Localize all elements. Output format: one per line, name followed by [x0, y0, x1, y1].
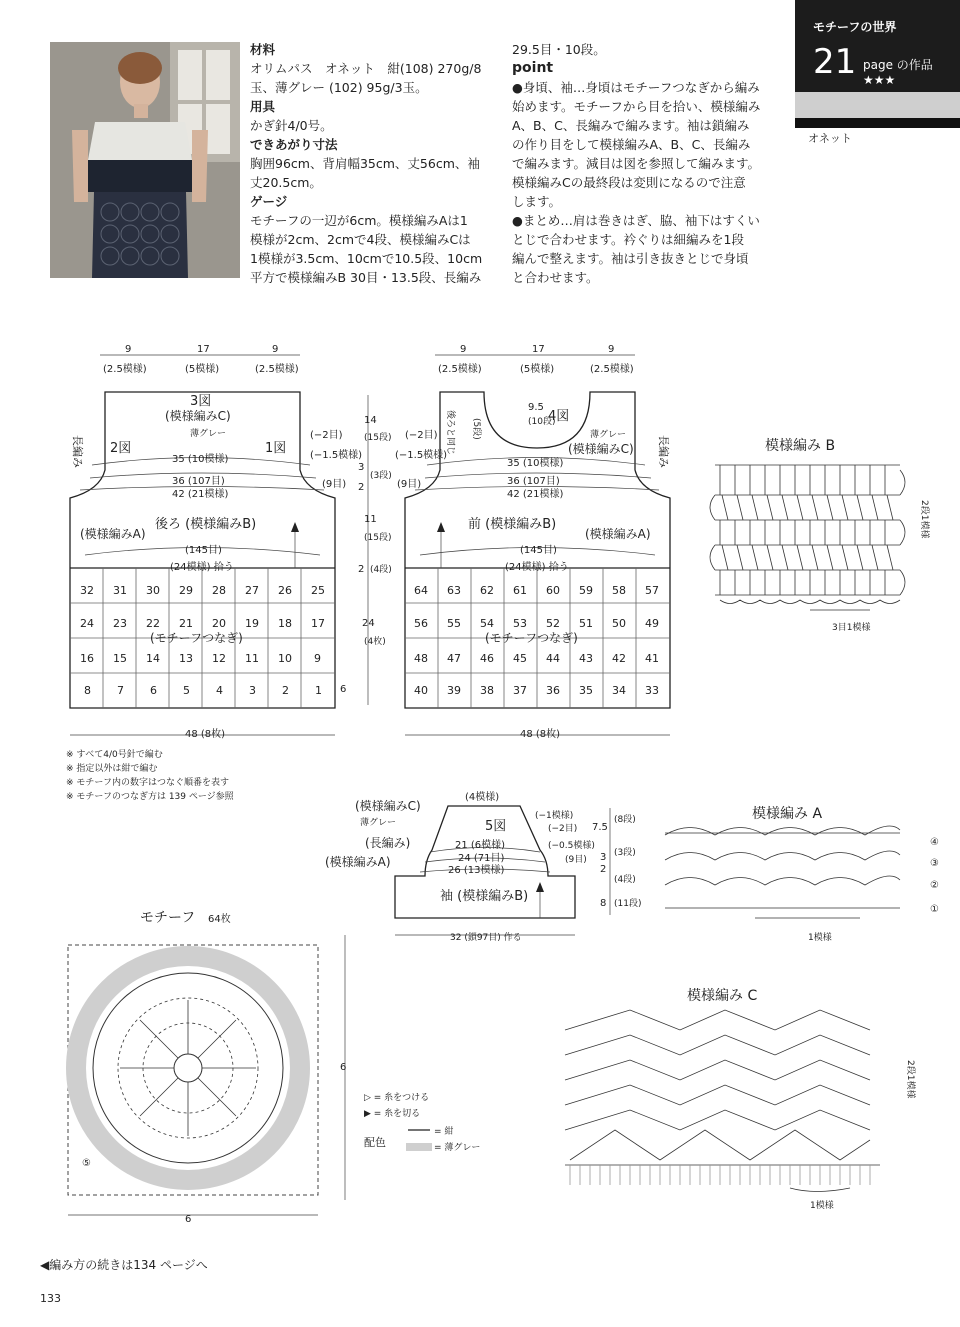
back-long: 長編み	[71, 435, 84, 468]
svg-text:(4模様): (4模様)	[465, 792, 500, 803]
svg-text:2: 2	[282, 684, 289, 697]
page-number: 133	[40, 1292, 61, 1305]
svg-text:(15段): (15段)	[364, 433, 392, 443]
svg-text:5: 5	[183, 684, 190, 697]
back-pattern-a: (模様編みA)	[80, 527, 146, 541]
svg-text:17: 17	[311, 617, 325, 630]
svg-text:⑤: ⑤	[82, 1158, 91, 1169]
point-line: 模様編みCの最終段は変則になるので注意	[512, 175, 746, 190]
svg-text:模様編み B: 模様編み B	[765, 438, 836, 454]
back-dim-sub: (5模様)	[185, 364, 220, 375]
back-pattern-c: (模様編みC)	[165, 409, 231, 423]
svg-text:③: ③	[930, 858, 939, 869]
svg-text:4: 4	[216, 684, 223, 697]
svg-text:24 (71目): 24 (71目)	[458, 853, 505, 864]
svg-text:28: 28	[212, 584, 226, 597]
svg-text:46: 46	[480, 652, 494, 665]
point-line: と合わせます。	[512, 270, 599, 285]
series-title: モチーフの世界	[813, 20, 897, 34]
front-title: 前 (模様編みB)	[468, 517, 557, 532]
front-dim-sub: (2.5模様)	[590, 364, 634, 375]
svg-text:61: 61	[513, 584, 527, 597]
svg-text:= 紺: = 紺	[434, 1127, 454, 1137]
gauge-line: 平方で模様編みB 30目・13.5段、長編み	[250, 270, 482, 285]
svg-text:60: 60	[546, 584, 560, 597]
point-line: ●身頃、袖…身頃はモチーフつなぎから編み	[512, 80, 760, 95]
svg-text:模様編み C: 模様編み C	[687, 988, 758, 1004]
svg-text:6: 6	[340, 1062, 347, 1073]
sleeve-labels	[325, 790, 641, 943]
back-minus2: (−2目)	[310, 430, 343, 441]
svg-text:53: 53	[513, 617, 527, 630]
back-dim-sub: (2.5模様)	[255, 364, 299, 375]
svg-text:29: 29	[179, 584, 193, 597]
front-neck-95: 9.5	[528, 402, 544, 413]
point-heading: point	[512, 60, 554, 76]
svg-text:= 薄グレー: = 薄グレー	[434, 1143, 481, 1153]
svg-text:49: 49	[645, 617, 659, 630]
svg-text:64: 64	[414, 584, 428, 597]
svg-text:16: 16	[80, 652, 94, 665]
front-dim-sub: (5模様)	[520, 364, 555, 375]
note-line: ※ すべて4/0号針で編む	[66, 750, 163, 760]
svg-text:7: 7	[117, 684, 124, 697]
svg-text:45: 45	[513, 652, 527, 665]
svg-text:23: 23	[113, 617, 127, 630]
side-dimensions	[358, 415, 392, 647]
svg-text:7.5: 7.5	[592, 822, 608, 833]
svg-text:(−0.5模様): (−0.5模様)	[548, 841, 595, 851]
svg-text:33: 33	[645, 684, 659, 697]
point-line: で編みます。減目は図を参照して編みます。	[512, 156, 761, 171]
svg-text:(4枚): (4枚)	[364, 637, 386, 647]
svg-text:2: 2	[358, 482, 365, 493]
svg-text:(−2目): (−2目)	[548, 824, 578, 834]
gauge-heading: ゲージ	[250, 194, 288, 209]
svg-text:24: 24	[80, 617, 94, 630]
back-fig3: 3図	[190, 394, 212, 409]
front-minus15: (−1.5模様)	[395, 450, 448, 461]
svg-text:59: 59	[579, 584, 593, 597]
svg-text:14: 14	[146, 652, 160, 665]
svg-text:3: 3	[358, 462, 365, 473]
svg-text:5図: 5図	[485, 819, 507, 834]
svg-text:10: 10	[278, 652, 292, 665]
front-fig4: 4図	[548, 409, 570, 424]
front-minus2: (−2目)	[405, 430, 438, 441]
svg-text:11: 11	[364, 514, 377, 525]
svg-text:袖 (模様編みB): 袖 (模様編みB)	[440, 889, 529, 904]
tools-heading: 用具	[250, 99, 276, 114]
gauge-line: 1模様が3.5cm、10cmで10.5段、10cm	[250, 251, 483, 266]
gauge-line: モチーフの一辺が6cm。模様編みAは1	[250, 213, 468, 228]
front-r35: 35 (10模様)	[507, 458, 564, 469]
back-gray: 薄グレー	[190, 429, 227, 439]
svg-text:(3段): (3段)	[370, 471, 392, 481]
front-gray: 薄グレー	[590, 430, 627, 440]
front-dim-left: 9	[460, 344, 467, 355]
svg-text:39: 39	[447, 684, 461, 697]
front-dim-sub: (2.5模様)	[438, 364, 482, 375]
gauge-line: 模様が2cm、2cmで4段、模様編みCは	[250, 232, 471, 247]
svg-text:30: 30	[146, 584, 160, 597]
yarn-name: オネット	[808, 132, 852, 145]
svg-text:56: 56	[414, 617, 428, 630]
svg-text:48: 48	[414, 652, 428, 665]
svg-text:6: 6	[185, 1214, 192, 1225]
svg-text:②: ②	[930, 880, 939, 891]
back-r36: 36 (107目)	[172, 476, 225, 487]
back-minus15: (−1.5模様)	[310, 450, 363, 461]
svg-text:57: 57	[645, 584, 659, 597]
page-label: page の作品 ★★★	[863, 58, 933, 87]
svg-text:41: 41	[645, 652, 659, 665]
svg-text:薄グレー: 薄グレー	[360, 818, 397, 828]
svg-text:8: 8	[600, 898, 607, 909]
svg-text:31: 31	[113, 584, 127, 597]
pattern-c-chart	[565, 1010, 880, 1192]
front-neck-same: 後ろと同じ	[445, 410, 455, 456]
svg-text:14: 14	[364, 415, 377, 426]
notes-block	[66, 748, 234, 804]
svg-text:55: 55	[447, 617, 461, 630]
svg-text:43: 43	[579, 652, 593, 665]
svg-text:50: 50	[612, 617, 626, 630]
svg-text:54: 54	[480, 617, 494, 630]
back-r145: (145目)	[185, 545, 222, 556]
svg-text:38: 38	[480, 684, 494, 697]
front-r36: 36 (107目)	[507, 476, 560, 487]
front-long: 長編み	[657, 435, 670, 468]
size-line: 丈20.5cm。	[250, 175, 322, 190]
point-line: A、B、C、長編みで編みます。袖は鎖編み	[512, 118, 750, 133]
front-minus9: (9目)	[397, 479, 422, 490]
svg-text:19: 19	[245, 617, 259, 630]
svg-text:34: 34	[612, 684, 626, 697]
back-dim-center: 17	[197, 344, 210, 355]
svg-text:27: 27	[245, 584, 259, 597]
svg-text:26: 26	[278, 584, 292, 597]
pattern-b-chart	[710, 465, 905, 610]
svg-text:(4段): (4段)	[614, 875, 636, 885]
back-six: 6	[340, 684, 347, 695]
back-fig1: 1図	[265, 441, 287, 456]
point-line: ●まとめ…肩は巻きはぎ、脇、袖下はすくい	[512, 213, 760, 228]
svg-text:22: 22	[146, 617, 160, 630]
svg-text:26 (13模様): 26 (13模様)	[448, 865, 505, 876]
front-motif-label: (モチーフつなぎ)	[485, 631, 578, 645]
svg-text:64枚: 64枚	[208, 914, 231, 925]
svg-text:44: 44	[546, 652, 560, 665]
point-line: とじで合わせます。衿ぐりは細編みを1段	[512, 232, 744, 247]
pattern-a-chart	[665, 826, 900, 918]
svg-text:32 (鎖97目) 作る: 32 (鎖97目) 作る	[450, 933, 522, 943]
gauge-line: 29.5目・10段。	[512, 42, 606, 57]
front-pattern-c: (模様編みC)	[568, 442, 634, 456]
svg-text:36: 36	[546, 684, 560, 697]
svg-text:6: 6	[150, 684, 157, 697]
svg-text:58: 58	[612, 584, 626, 597]
back-r35: 35 (10模様)	[172, 454, 229, 465]
note-line: ※ モチーフ内の数字はつなぐ順番を表す	[66, 778, 229, 788]
svg-text:(8段): (8段)	[614, 815, 636, 825]
front-dim-center: 17	[532, 344, 545, 355]
svg-text:2段1模様: 2段1模様	[919, 500, 929, 539]
point-line: 始めます。モチーフから目を拾い、模様編み	[512, 99, 761, 114]
materials-line: オリムパス オネット 紺(108) 270g/8	[250, 61, 482, 76]
back-dim-left: 9	[125, 344, 132, 355]
svg-text:18: 18	[278, 617, 292, 630]
svg-text:3目1模様: 3目1模様	[832, 623, 871, 633]
svg-text:25: 25	[311, 584, 325, 597]
front-r24: (24模様) 拾う	[505, 562, 569, 573]
svg-text:(−1模様): (−1模様)	[535, 811, 574, 821]
svg-text:モチーフ: モチーフ	[140, 910, 196, 926]
svg-text:40: 40	[414, 684, 428, 697]
back-r42: 42 (21模様)	[172, 489, 229, 500]
back-width: 48 (8枚)	[185, 729, 226, 740]
svg-text:▷ = 糸をつける: ▷ = 糸をつける	[364, 1093, 430, 1103]
front-dim-right: 9	[608, 344, 615, 355]
back-r24: (24模様) 拾う	[170, 562, 234, 573]
svg-text:11: 11	[245, 652, 259, 665]
svg-text:21: 21	[179, 617, 193, 630]
svg-text:3: 3	[249, 684, 256, 697]
note-line: ※ モチーフのつなぎ方は 139 ページ参照	[66, 792, 234, 802]
materials-line: 玉、薄グレー (102) 95g/3玉。	[250, 80, 428, 95]
svg-text:(模様編みA): (模様編みA)	[325, 855, 391, 869]
svg-text:④: ④	[930, 837, 939, 848]
svg-text:47: 47	[447, 652, 461, 665]
front-r145: (145目)	[520, 545, 557, 556]
svg-text:配色: 配色	[364, 1136, 386, 1149]
point-line: の作り目をして模様編みA、B、C、長編み	[512, 137, 751, 152]
svg-text:3: 3	[600, 852, 607, 863]
svg-text:21 (6模様): 21 (6模様)	[455, 840, 506, 851]
svg-text:1: 1	[315, 684, 322, 697]
svg-text:2: 2	[600, 864, 607, 875]
front-width: 48 (8枚)	[520, 729, 561, 740]
svg-text:24: 24	[362, 618, 375, 629]
svg-text:8: 8	[84, 684, 91, 697]
point-line: します。	[512, 194, 562, 209]
front-r42: 42 (21模様)	[507, 489, 564, 500]
svg-text:52: 52	[546, 617, 560, 630]
materials-heading: 材料	[250, 42, 276, 57]
svg-text:35: 35	[579, 684, 593, 697]
tools-line: かぎ針4/0号。	[250, 118, 333, 133]
svg-text:62: 62	[480, 584, 494, 597]
svg-text:1模様: 1模様	[808, 933, 832, 943]
svg-text:9: 9	[314, 652, 321, 665]
pattern-b-stitches	[720, 465, 893, 595]
point-line: 編んで整えます。袖は引き抜きとじで身頃	[512, 251, 749, 266]
motif-chart	[68, 935, 345, 1215]
svg-text:(15段): (15段)	[364, 533, 392, 543]
svg-text:(長編み): (長編み)	[365, 836, 411, 850]
svg-text:①: ①	[930, 904, 939, 915]
svg-text:▶ = 糸を切る: ▶ = 糸を切る	[364, 1109, 421, 1119]
back-dim-sub: (2.5模様)	[103, 364, 147, 375]
svg-text:(11段): (11段)	[614, 899, 642, 909]
svg-text:2段1模様: 2段1模様	[905, 1060, 915, 1099]
svg-text:(3段): (3段)	[614, 848, 636, 858]
svg-text:42: 42	[612, 652, 626, 665]
continued-link[interactable]: ◀編み方の続きは134 ページへ	[40, 1258, 208, 1272]
svg-text:32: 32	[80, 584, 94, 597]
svg-text:1模様: 1模様	[810, 1201, 834, 1211]
svg-text:63: 63	[447, 584, 461, 597]
back-title: 後ろ (模様編みB)	[155, 517, 257, 532]
svg-text:12: 12	[212, 652, 226, 665]
back-motif-label: (モチーフつなぎ)	[150, 631, 243, 645]
svg-text:20: 20	[212, 617, 226, 630]
back-fig2: 2図	[110, 441, 132, 456]
note-line: ※ 指定以外は紺で編む	[66, 764, 158, 774]
svg-text:模様編み A: 模様編み A	[752, 806, 823, 822]
front-neck-5: (5段)	[471, 418, 481, 440]
svg-text:15: 15	[113, 652, 127, 665]
pattern-c-base-stitches	[570, 1165, 870, 1185]
size-heading: できあがり寸法	[250, 137, 338, 152]
back-dim-right: 9	[272, 344, 279, 355]
svg-text:37: 37	[513, 684, 527, 697]
front-neck-10: (10段)	[528, 417, 556, 427]
svg-text:13: 13	[179, 652, 193, 665]
svg-text:(9目): (9目)	[565, 855, 587, 865]
svg-text:(模様編みC): (模様編みC)	[355, 799, 421, 813]
svg-text:2: 2	[358, 564, 365, 575]
item-number: 21	[813, 42, 857, 82]
size-line: 胸囲96cm、背肩幅35cm、丈56cm、袖	[250, 156, 480, 171]
svg-text:51: 51	[579, 617, 593, 630]
svg-text:(4段): (4段)	[370, 565, 392, 575]
back-minus9: (9目)	[322, 479, 347, 490]
front-pattern-a: (模様編みA)	[585, 527, 651, 541]
